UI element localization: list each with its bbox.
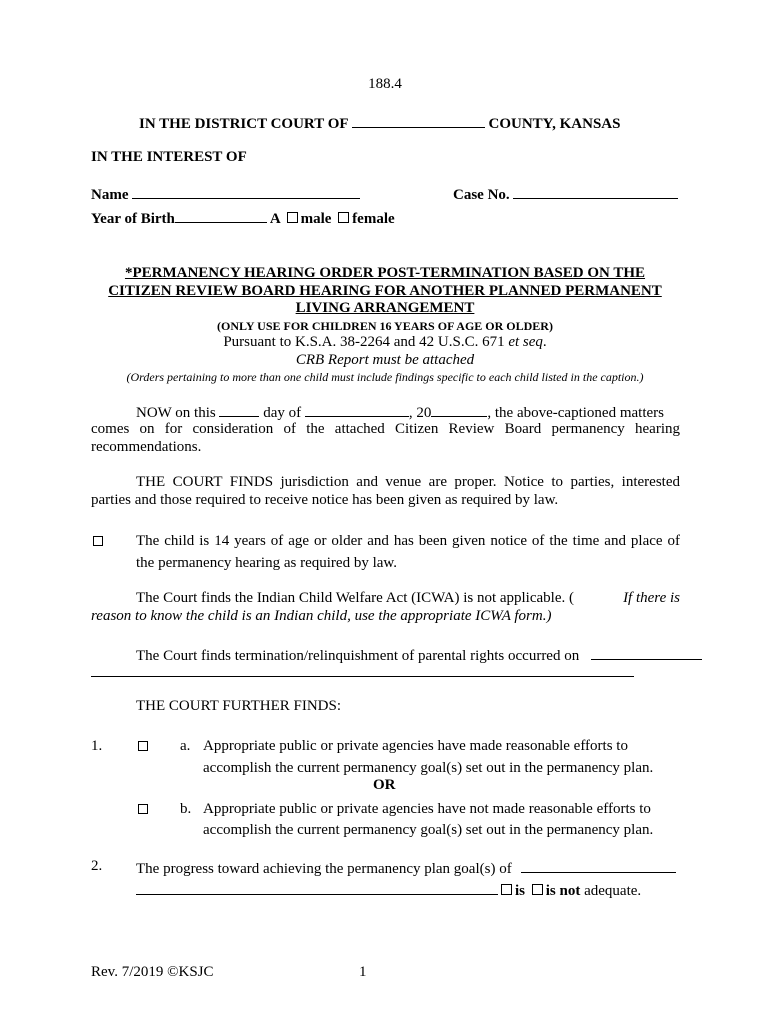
court-prefix: IN THE DISTRICT COURT OF [139, 116, 348, 132]
pursuant-text: Pursuant to K.S.A. 38-2264 and 42 U.S.C. 671 [223, 334, 509, 350]
title-line-3: LIVING ARRANGEMENT [295, 300, 475, 316]
now-line-2: comes on for consideration of the attached Citizen Review Board permanency hearing [91, 421, 680, 437]
now-c: , 20 [408, 405, 432, 421]
day-field[interactable] [219, 402, 259, 417]
item1a-line-1: Appropriate public or private agencies have made reasonable efforts to [203, 738, 628, 754]
birth-label: Year of Birth [91, 211, 175, 227]
item1-number: 1. [91, 738, 103, 754]
item1a-checkbox[interactable] [138, 741, 148, 751]
page-number: 1 [359, 964, 367, 980]
item1b-checkbox[interactable] [138, 804, 148, 814]
interest-of-heading: IN THE INTEREST OF [91, 149, 247, 165]
pursuant-italic: et seq [508, 334, 543, 350]
icwa-line-1 [136, 590, 680, 607]
icwa-text: The Court finds the Indian Child Welfare Act (ICWA) is not applicable. ( [136, 590, 574, 606]
now-d: , the above-captioned matters [487, 405, 664, 421]
item1b-label: b. [180, 801, 192, 817]
age-note: (ONLY USE FOR CHILDREN 16 YEARS OF AGE OR OLDER) [217, 319, 553, 333]
further-findings-heading: THE COURT FURTHER FINDS: [136, 698, 342, 714]
title-line-2: CITIZEN REVIEW BOARD HEARING FOR ANOTHER PLANNED PERMANENT [108, 283, 662, 299]
female-checkbox[interactable] [338, 212, 349, 223]
item1a-label: a. [180, 738, 191, 754]
birth-year-field[interactable] [175, 208, 267, 223]
icwa-italic-1: If there is [623, 590, 680, 606]
form-number: 188.4 [368, 76, 402, 92]
male-checkbox[interactable] [287, 212, 298, 223]
name-row [91, 184, 360, 204]
county-field[interactable] [352, 113, 485, 128]
adequate-label: adequate. [584, 883, 642, 899]
pursuant-line [0, 334, 770, 351]
month-field[interactable] [305, 402, 409, 417]
now-line [136, 402, 664, 422]
case-label: Case No. [453, 187, 510, 203]
title-line-1: *PERMANENCY HEARING ORDER POST-TERMINATION BASED ON THE [124, 265, 646, 281]
progress-field[interactable] [136, 880, 498, 895]
or-separator: OR [373, 777, 396, 793]
case-number-field[interactable] [513, 184, 678, 199]
child14-line-2: the permanency hearing as required by law. [136, 555, 397, 571]
now-a: NOW on this [136, 405, 216, 421]
findings-line-1: THE COURT FINDS jurisdiction and venue are proper. Notice to parties, interested [136, 474, 680, 490]
termination-continuation-line[interactable] [91, 676, 634, 677]
child14-checkbox[interactable] [93, 536, 103, 546]
orders-note: (Orders pertaining to more than one child must include findings specific to each child listed in the caption.) [126, 370, 644, 384]
termination-date-field[interactable] [591, 645, 702, 660]
icwa-line-2: reason to know the child is an Indian child, use the appropriate ICWA form.) [91, 608, 552, 624]
name-label: Name [91, 187, 129, 203]
female-label: female [352, 211, 395, 227]
gender-prefix: A [269, 211, 280, 227]
item1b-line-1: Appropriate public or private agencies have not made reasonable efforts to [203, 801, 651, 817]
crb-report-note: CRB Report must be attached [295, 352, 475, 368]
termination-text: The Court finds termination/relinquishment of parental rights occurred on [136, 648, 580, 664]
item2-number: 2. [91, 858, 103, 874]
termination-line [136, 645, 702, 665]
now-line-3: recommendations. [91, 439, 202, 455]
year-field[interactable] [431, 402, 487, 417]
child14-line-1: The child is 14 years of age or older and has been given notice of the time and place of [136, 533, 680, 549]
court-caption [139, 113, 620, 133]
permanency-goal-field[interactable] [521, 858, 676, 873]
item1a-line-2: accomplish the current permanency goal(s) set out in the permanency plan. [203, 760, 654, 776]
pursuant-suffix: . [542, 334, 547, 350]
findings-line-2: parties and those required to receive notice has been given as required by law. [91, 492, 559, 508]
is-label: is [515, 883, 526, 899]
is-checkbox[interactable] [501, 884, 512, 895]
now-b: day of [263, 405, 302, 421]
item2-line-1 [136, 858, 676, 878]
name-field[interactable] [132, 184, 360, 199]
item1b-line-2: accomplish the current permanency goal(s) set out in the permanency plan. [203, 822, 654, 838]
is-not-label: is not [545, 883, 581, 899]
item2-text: The progress toward achieving the permanency plan goal(s) of [136, 861, 512, 877]
revision-footer: Rev. 7/2019 ©KSJC [91, 964, 214, 980]
is-not-checkbox[interactable] [532, 884, 543, 895]
birth-row [91, 208, 395, 228]
court-suffix: COUNTY, KANSAS [488, 116, 621, 132]
male-label: male [300, 211, 332, 227]
case-row [453, 184, 678, 204]
item2-line-2 [136, 880, 641, 900]
